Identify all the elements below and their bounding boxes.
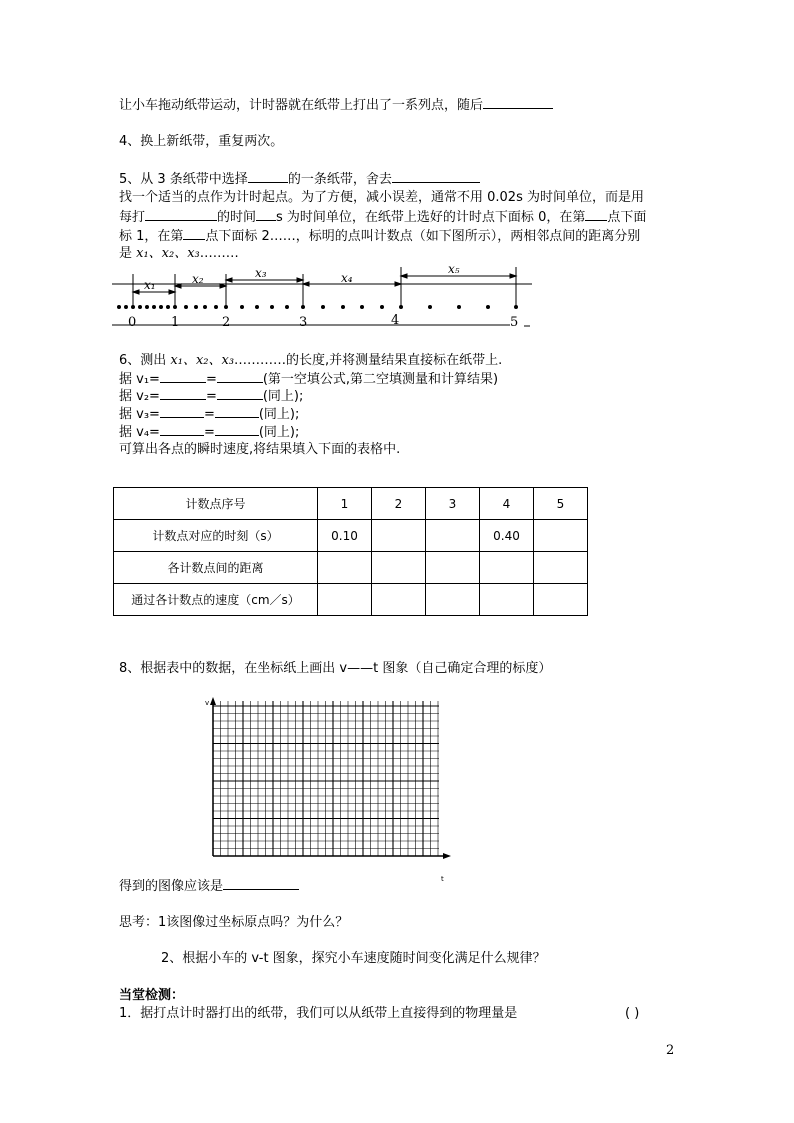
table-cell[interactable] [318, 584, 372, 616]
check-title: 当堂检测： [119, 988, 185, 1003]
v3-line: 据 v₃= = (同上); [119, 407, 300, 422]
distance-variables: x₁、x₂、x₃ [136, 246, 200, 261]
table-cell[interactable] [534, 584, 588, 616]
seg-label-x4: x₄ [341, 271, 353, 285]
result-blank[interactable] [223, 877, 299, 890]
v1-label: 据 v₁= [119, 372, 160, 387]
step5-line3-b: 的时间 [217, 210, 257, 225]
step-6-line-1 [119, 352, 502, 370]
step-5-line-2: 找一个适当的点作为计时起点。为了方便，减小误差，通常不用 0.02s 为时间单位，而是用 [119, 190, 644, 205]
y-axis-arrow [210, 697, 216, 705]
step-8: 8、根据表中的数据，在坐标纸上画出 v——t 图象（自己确定合理的标度） [119, 661, 552, 676]
step-6-conclusion: 可算出各点的瞬时速度,将结果填入下面的表格中. [119, 442, 401, 457]
step5-line4-a: 标 1，在第 [119, 229, 184, 244]
v4-note: (同上); [258, 425, 300, 440]
v1-line: 据 v₁= = (第一空填公式,第二空填测量和计算结果) [119, 372, 499, 387]
v4-label: 据 v₄= [119, 425, 160, 440]
row-header: 通过各计数点的速度（cm／s） [114, 584, 318, 616]
table-cell[interactable] [534, 552, 588, 584]
row-header: 计数点序号 [114, 488, 318, 520]
v1-result-blank[interactable] [217, 370, 263, 383]
page-number: 2 [666, 1043, 675, 1058]
blank-time-unit[interactable] [256, 208, 276, 221]
result-line [119, 877, 299, 896]
row-header: 各计数点间的距离 [114, 552, 318, 584]
tape-dots [117, 305, 518, 309]
table-cell[interactable] [480, 584, 534, 616]
table-cell: 1 [318, 488, 372, 520]
step6-vars: x₁、x₂、x₃ [170, 353, 235, 368]
step5-text-a: 5、从 3 条纸带中选择 [119, 172, 248, 187]
table-row [114, 584, 588, 616]
table-row [114, 520, 588, 552]
blank-after-intro[interactable] [483, 96, 553, 109]
table-cell[interactable] [426, 520, 480, 552]
v3-formula-blank[interactable] [160, 405, 204, 418]
table-cell: 4 [480, 488, 534, 520]
step5-line4-b: 点下面标 2……，标明的点叫计数点（如下图所示），两相邻点间的距离分别 [205, 229, 641, 244]
step-5-line-5 [119, 245, 239, 263]
seg-label-x5: x₅ [448, 262, 460, 276]
table-cell: 2 [372, 488, 426, 520]
x-axis-arrow [443, 853, 451, 859]
v4-result-blank[interactable] [215, 423, 259, 436]
point-label-4: 4 [391, 313, 400, 328]
table-cell[interactable] [534, 520, 588, 552]
blank-select[interactable] [248, 170, 288, 183]
step5-line3-a: 每打 [119, 210, 146, 225]
x-axis-label: t [441, 875, 444, 883]
table-cell: 5 [534, 488, 588, 520]
step-4: 4、换上新纸带，重复两次。 [119, 134, 284, 149]
v4-formula-blank[interactable] [160, 423, 204, 436]
step5-line3-d: 点下面 [607, 210, 647, 225]
graph-paper[interactable] [203, 695, 458, 885]
table-cell[interactable] [480, 552, 534, 584]
table-cell: 0.10 [318, 520, 372, 552]
step5-text-b: 的一条纸带，舍去 [287, 172, 392, 187]
check-q1-answer-paren[interactable]: ( ) [625, 1006, 640, 1021]
v3-label: 据 v₃= [119, 407, 160, 422]
step6-b: …………的长度,并将测量结果直接标在纸带上. [234, 353, 503, 368]
v3-note: (同上); [258, 407, 300, 422]
step-5-line-3 [119, 208, 646, 227]
table-cell[interactable] [426, 584, 480, 616]
table-cell: 3 [426, 488, 480, 520]
point-label-5: 5 [510, 315, 519, 330]
table-cell: 0.40 [480, 520, 534, 552]
point-label-2: 2 [222, 315, 231, 330]
point-label-1: 1 [171, 315, 180, 330]
row-header: 计数点对应的时刻（s） [114, 520, 318, 552]
table-row [114, 488, 588, 520]
result-text: 得到的图像应该是 [119, 879, 224, 894]
check-q1: 1．据打点计时器打出的纸带，我们可以从纸带上直接得到的物理量是 [119, 1006, 518, 1021]
v2-result-blank[interactable] [217, 387, 263, 400]
step5-line3-c: s 为时间单位，在纸带上选好的计时点下面标 0，在第 [276, 210, 586, 225]
paper-tape-diagram [112, 262, 542, 332]
v2-label: 据 v₂= [119, 389, 160, 404]
table-row [114, 552, 588, 584]
v1-formula-blank[interactable] [160, 370, 206, 383]
seg-label-x2: x₂ [192, 272, 204, 286]
seg-label-x1: x₁ [144, 278, 156, 292]
blank-point-2[interactable] [183, 227, 205, 240]
intro-text: 让小车拖动纸带运动，计时器就在纸带上打出了一系列点，随后 [119, 98, 484, 113]
step5-line5-a: 是 [119, 246, 137, 261]
point-label-3: 3 [299, 315, 308, 330]
step6-a: 6、测出 [119, 353, 171, 368]
data-table [113, 487, 588, 616]
y-axis-label: v [205, 699, 210, 707]
v3-result-blank[interactable] [215, 405, 259, 418]
v2-formula-blank[interactable] [160, 387, 206, 400]
blank-each-dots[interactable] [145, 208, 217, 221]
seg-label-x3: x₃ [255, 266, 267, 280]
step-5-line-4 [119, 227, 640, 246]
v1-note: (第一空填公式,第二空填测量和计算结果) [262, 372, 499, 387]
think-q1: 思考：1该图像过坐标原点吗？为什么？ [119, 915, 349, 930]
v2-note: (同上); [262, 389, 304, 404]
v2-line: 据 v₂= = (同上); [119, 389, 304, 404]
blank-discard[interactable] [392, 170, 480, 183]
table-cell[interactable] [318, 552, 372, 584]
think-q2: 2、根据小车的 v-t 图象，探究小车速度随时间变化满足什么规律？ [161, 951, 546, 966]
step5-ellipsis: ……… [199, 246, 239, 261]
step-5-line-1 [119, 170, 480, 189]
v4-line: 据 v₄= = (同上); [119, 425, 300, 440]
table-cell[interactable] [372, 552, 426, 584]
table-cell[interactable] [372, 584, 426, 616]
table-cell[interactable] [426, 552, 480, 584]
blank-point-1[interactable] [585, 208, 607, 221]
intro-line [119, 96, 553, 115]
point-label-0: 0 [128, 315, 137, 330]
table-cell[interactable] [372, 520, 426, 552]
